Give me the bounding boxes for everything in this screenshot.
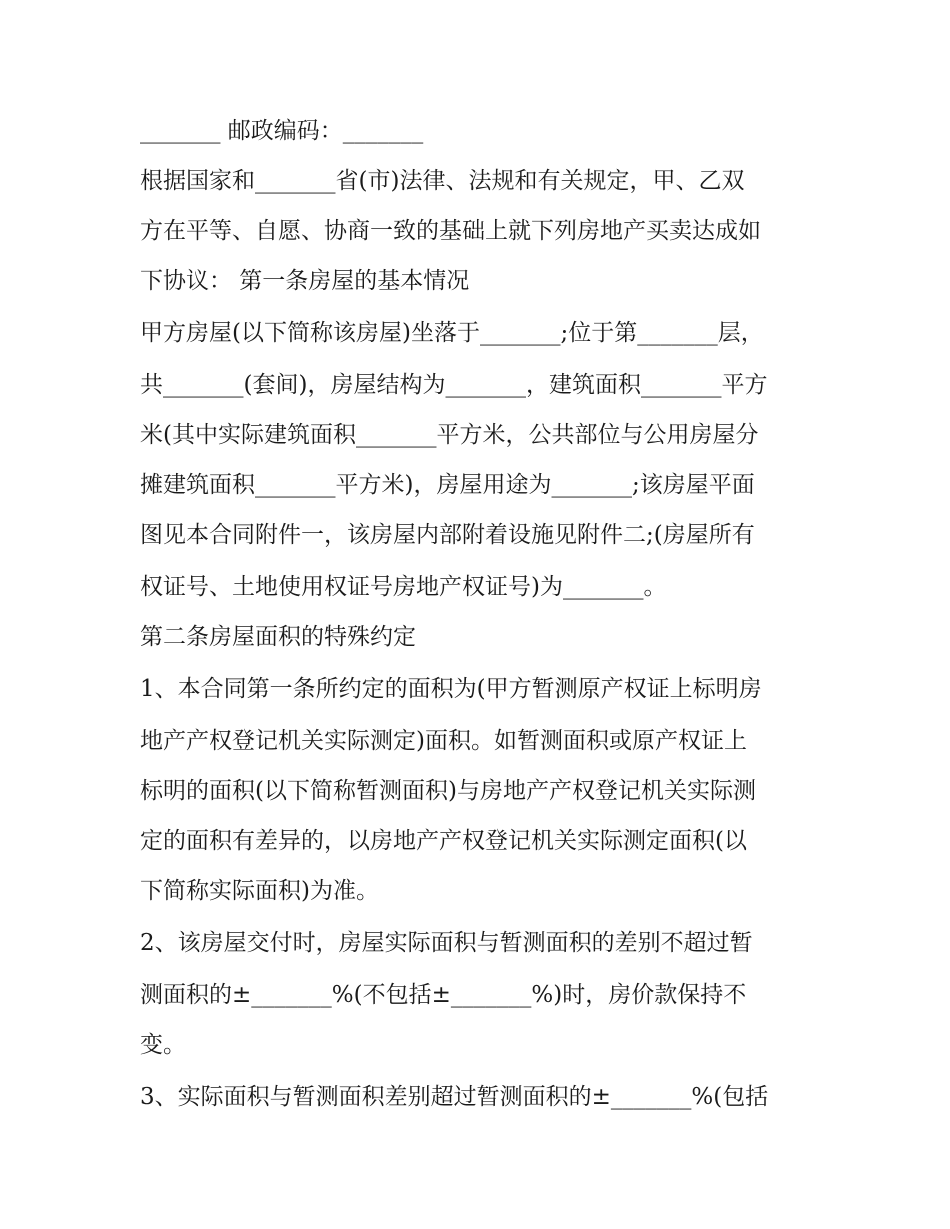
- text-line-15: 定的面积有差异的，以房地产产权登记机关实际测定面积(以: [140, 828, 747, 854]
- text-line-12: 1、本合同第一条所约定的面积为(甲方暂测原产权证上标明房: [140, 676, 762, 702]
- text-line-8: 摊建筑面积_______平方米)，房屋用途为_______;该房屋平面: [140, 472, 755, 498]
- section-heading: 第二条房屋面积的特殊约定: [140, 624, 416, 650]
- text-line-4: 下协议： 第一条房屋的基本情况: [140, 268, 470, 294]
- text-line-1: _______ 邮政编码：_______: [140, 118, 424, 144]
- text-line-17: 2、该房屋交付时，房屋实际面积与暂测面积的差别不超过暂: [140, 930, 753, 956]
- text-line-9: 图见本合同附件一，该房屋内部附着设施见附件二;(房屋所有: [140, 522, 755, 548]
- text-line-16: 下简称实际面积)为准。: [140, 878, 379, 904]
- text-line-18: 测面积的±_______%(不包括±_______%)时，房价款保持不: [140, 982, 747, 1008]
- text-line-13: 地产产权登记机关实际测定)面积。如暂测面积或原产权证上: [140, 728, 747, 754]
- text-line-7: 米(其中实际建筑面积_______平方米，公共部位与公用房屋分: [140, 422, 759, 448]
- text-line-10: 权证号、土地使用权证号房地产权证号)为_______。: [140, 574, 667, 600]
- text-line-20: 3、实际面积与暂测面积差别超过暂测面积的±_______%(包括: [140, 1084, 769, 1110]
- text-line-5: 甲方房屋(以下简称该房屋)坐落于_______;位于第_______层，: [140, 320, 764, 346]
- text-line-3: 方在平等、自愿、协商一致的基础上就下列房地产买卖达成如: [140, 218, 761, 244]
- text-line-19: 变。: [140, 1032, 186, 1058]
- text-line-14: 标明的面积(以下简称暂测面积)与房地产产权登记机关实际测: [140, 778, 756, 804]
- text-line-2: 根据国家和_______省(市)法律、法规和有关规定，甲、乙双: [140, 168, 745, 194]
- text-line-6: 共_______(套间)，房屋结构为_______，建筑面积_______平方: [140, 372, 768, 398]
